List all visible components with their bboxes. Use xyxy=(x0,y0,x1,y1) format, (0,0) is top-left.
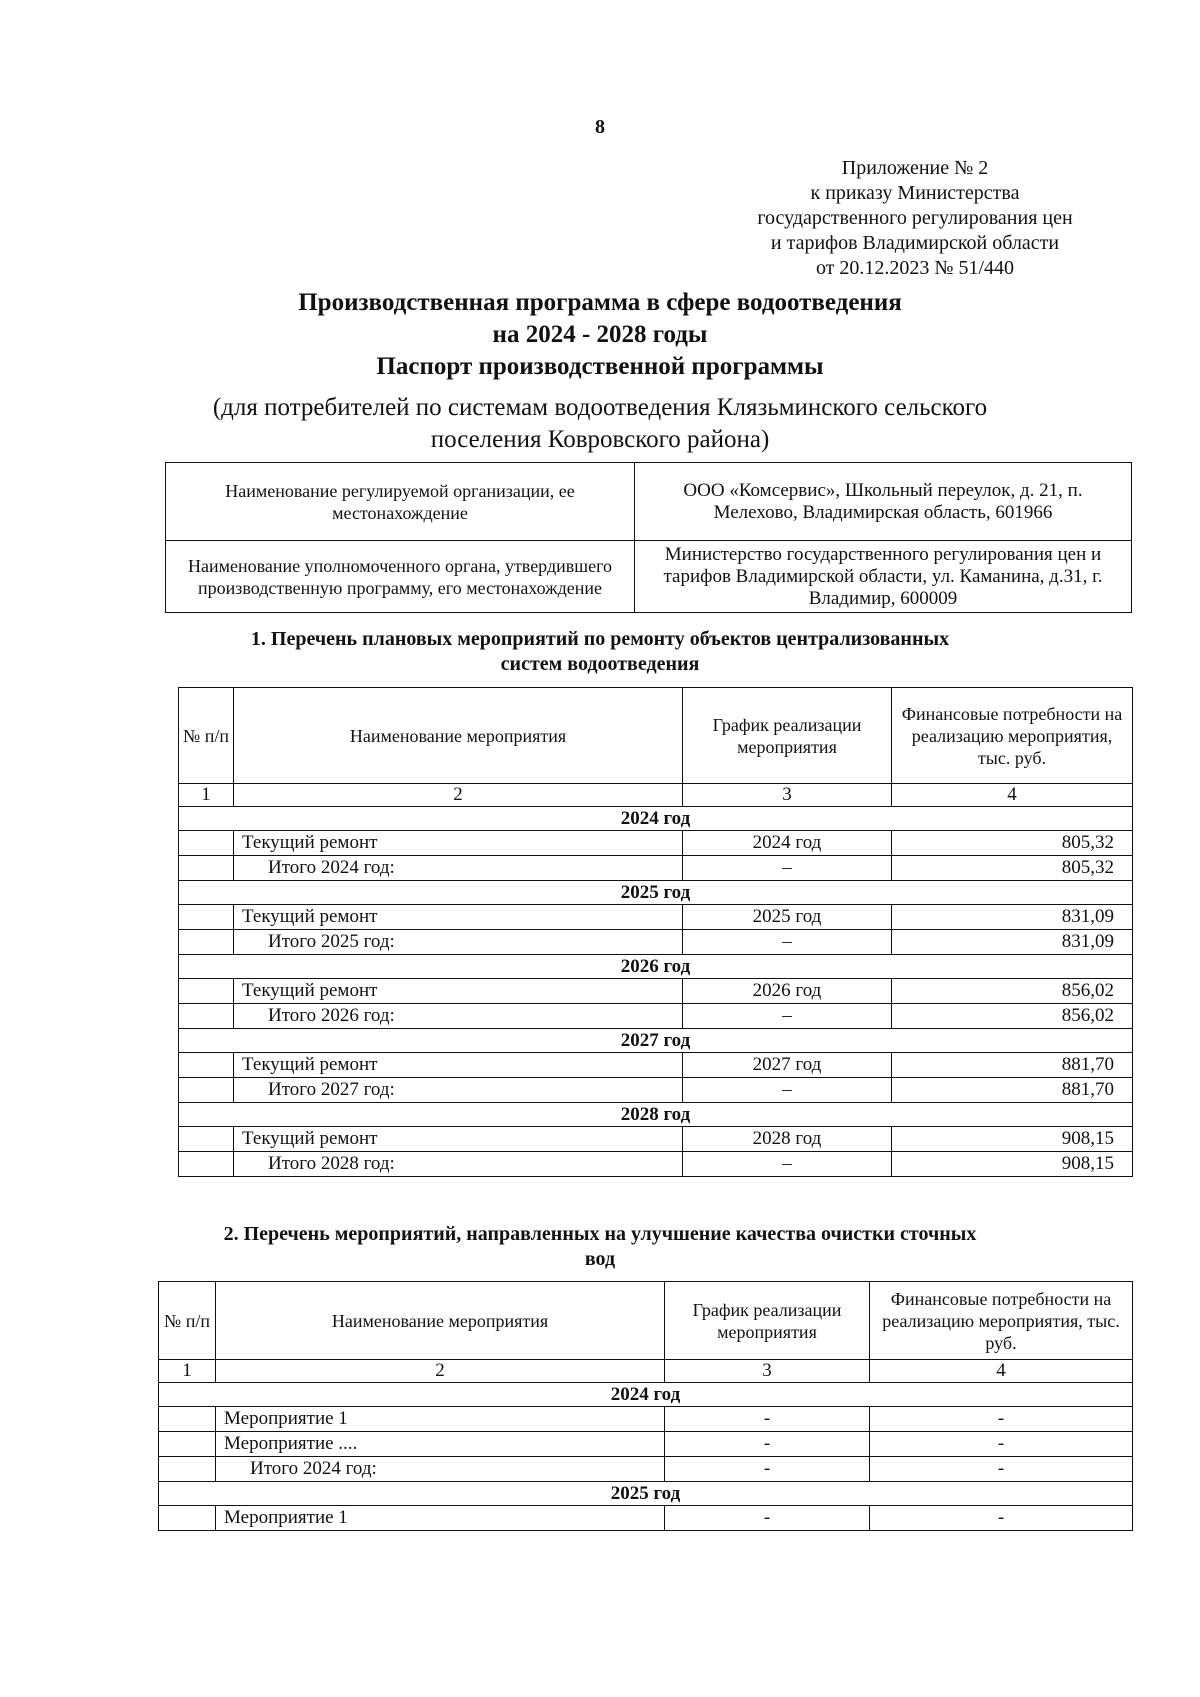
column-number: 3 xyxy=(665,1360,870,1383)
appendix-header xyxy=(700,156,1130,281)
passport-table xyxy=(165,462,1132,613)
total-row xyxy=(179,930,1133,955)
year-label: 2027 год xyxy=(179,1029,1133,1053)
amount-cell: - xyxy=(870,1432,1133,1457)
column-number: 3 xyxy=(683,784,892,807)
row-number-cell xyxy=(159,1407,216,1432)
section-title-line: систем водоотведения xyxy=(500,653,700,675)
row-number-cell xyxy=(179,905,234,930)
schedule-cell: – xyxy=(683,930,892,955)
column-header: Наименование мероприятия xyxy=(216,1282,665,1360)
section-1-title xyxy=(150,627,1050,677)
amount-cell: 831,09 xyxy=(892,905,1133,930)
row-number-cell xyxy=(179,1078,234,1103)
activity-name: Текущий ремонт xyxy=(234,1053,683,1078)
table-header-row xyxy=(179,688,1133,784)
section-2-title xyxy=(150,1222,1050,1272)
year-label: 2028 год xyxy=(179,1103,1133,1127)
year-label: 2024 год xyxy=(159,1383,1133,1407)
passport-label: Наименование уполномоченного органа, утвердившего производственную программу, его местонахождение xyxy=(166,541,635,613)
column-number: 2 xyxy=(216,1360,665,1383)
table-row xyxy=(159,1407,1133,1432)
row-number-cell xyxy=(179,1004,234,1029)
section-title-line: 1. Перечень плановых мероприятий по ремонту объектов централизованных xyxy=(250,628,950,650)
table-row xyxy=(159,1432,1133,1457)
schedule-cell: - xyxy=(665,1407,870,1432)
row-number-cell xyxy=(159,1432,216,1457)
appendix-line: к приказу Министерства xyxy=(810,182,1020,204)
row-number-cell xyxy=(179,856,234,881)
year-row xyxy=(179,881,1133,905)
column-header: Финансовые потребности на реализацию мероприятия, тыс. руб. xyxy=(870,1282,1133,1360)
year-label: 2025 год xyxy=(159,1482,1133,1506)
total-row xyxy=(179,1152,1133,1177)
year-label: 2026 год xyxy=(179,955,1133,979)
activity-name: Мероприятие 1 xyxy=(216,1506,665,1531)
column-header: График реализации мероприятия xyxy=(665,1282,870,1360)
schedule-cell: - xyxy=(665,1457,870,1482)
document-subtitle xyxy=(150,392,1050,456)
table-row xyxy=(166,463,1132,541)
table-row xyxy=(179,979,1133,1004)
column-number: 2 xyxy=(234,784,683,807)
amount-cell: 881,70 xyxy=(892,1053,1133,1078)
total-row xyxy=(179,856,1133,881)
total-label: Итого 2028 год: xyxy=(234,1152,683,1177)
activity-name: Текущий ремонт xyxy=(234,905,683,930)
section-title-line: вод xyxy=(584,1248,616,1270)
table-row xyxy=(166,541,1132,613)
year-label: 2024 год xyxy=(179,807,1133,831)
column-number: 4 xyxy=(892,784,1133,807)
column-header: Финансовые потребности на реализацию мероприятия, тыс. руб. xyxy=(892,688,1133,784)
total-label: Итого 2024 год: xyxy=(234,856,683,881)
title-line: Паспорт производственной программы xyxy=(376,353,824,380)
amount-cell: 831,09 xyxy=(892,930,1133,955)
schedule-cell: 2026 год xyxy=(683,979,892,1004)
total-label: Итого 2026 год: xyxy=(234,1004,683,1029)
schedule-cell: – xyxy=(683,1004,892,1029)
total-label: Итого 2024 год: xyxy=(216,1457,665,1482)
column-number: 1 xyxy=(179,784,234,807)
column-number: 4 xyxy=(870,1360,1133,1383)
amount-cell: 856,02 xyxy=(892,1004,1133,1029)
schedule-cell: - xyxy=(665,1506,870,1531)
year-label: 2025 год xyxy=(179,881,1133,905)
amount-cell: 805,32 xyxy=(892,856,1133,881)
activity-name: Текущий ремонт xyxy=(234,979,683,1004)
row-number-cell xyxy=(179,930,234,955)
schedule-cell: 2028 год xyxy=(683,1127,892,1152)
total-row xyxy=(159,1457,1133,1482)
treatment-measures-table xyxy=(158,1281,1133,1531)
year-row xyxy=(179,1103,1133,1127)
column-number-row xyxy=(179,784,1133,807)
column-header: № п/п xyxy=(159,1282,216,1360)
appendix-line: и тарифов Владимирской области xyxy=(770,232,1060,254)
total-row xyxy=(179,1078,1133,1103)
passport-value: Министерство государственного регулирования цен и тарифов Владимирской области, ул. Каманина, д.31, г. Владимир, 600009 xyxy=(635,541,1132,613)
amount-cell: 856,02 xyxy=(892,979,1133,1004)
appendix-line: государственного регулирования цен xyxy=(757,207,1073,229)
amount-cell: - xyxy=(870,1457,1133,1482)
year-row xyxy=(159,1383,1133,1407)
row-number-cell xyxy=(179,1152,234,1177)
total-label: Итого 2025 год: xyxy=(234,930,683,955)
table-row xyxy=(179,831,1133,856)
passport-label: Наименование регулируемой организации, ее местонахождение xyxy=(166,463,635,541)
amount-cell: - xyxy=(870,1407,1133,1432)
row-number-cell xyxy=(179,1127,234,1152)
repair-plan-table xyxy=(178,687,1133,1177)
column-header: Наименование мероприятия xyxy=(234,688,683,784)
amount-cell: 881,70 xyxy=(892,1078,1133,1103)
title-line: на 2024 - 2028 годы xyxy=(492,321,708,348)
document-title xyxy=(0,287,1200,383)
row-number-cell xyxy=(179,1053,234,1078)
total-label: Итого 2027 год: xyxy=(234,1078,683,1103)
amount-cell: - xyxy=(870,1506,1133,1531)
schedule-cell: - xyxy=(665,1432,870,1457)
amount-cell: 805,32 xyxy=(892,831,1133,856)
table-row xyxy=(179,1127,1133,1152)
activity-name: Текущий ремонт xyxy=(234,1127,683,1152)
activity-name: Текущий ремонт xyxy=(234,831,683,856)
table-row xyxy=(179,1053,1133,1078)
amount-cell: 908,15 xyxy=(892,1127,1133,1152)
row-number-cell xyxy=(179,979,234,1004)
column-number: 1 xyxy=(159,1360,216,1383)
activity-name: Мероприятие .... xyxy=(216,1432,665,1457)
section-title-line: 2. Перечень мероприятий, направленных на улучшение качества очистки сточных xyxy=(223,1223,977,1245)
schedule-cell: – xyxy=(683,1152,892,1177)
year-row xyxy=(179,807,1133,831)
row-number-cell xyxy=(179,831,234,856)
subtitle-line: (для потребителей по системам водоотведения Клязьминского сельского xyxy=(212,394,988,421)
appendix-line: от 20.12.2023 № 51/440 xyxy=(815,257,1015,279)
schedule-cell: – xyxy=(683,856,892,881)
title-line: Производственная программа в сфере водоотведения xyxy=(298,289,902,316)
column-header: № п/п xyxy=(179,688,234,784)
table-header-row xyxy=(159,1282,1133,1360)
appendix-line: Приложение № 2 xyxy=(841,157,989,179)
activity-name: Мероприятие 1 xyxy=(216,1407,665,1432)
schedule-cell: 2027 год xyxy=(683,1053,892,1078)
row-number-cell xyxy=(159,1457,216,1482)
table-row xyxy=(179,905,1133,930)
year-row xyxy=(179,1029,1133,1053)
passport-value: ООО «Комсервис», Школьный переулок, д. 21, п. Мелехово, Владимирская область, 601966 xyxy=(635,463,1132,541)
schedule-cell: 2024 год xyxy=(683,831,892,856)
year-row xyxy=(159,1482,1133,1506)
schedule-cell: 2025 год xyxy=(683,905,892,930)
row-number-cell xyxy=(159,1506,216,1531)
column-header: График реализации мероприятия xyxy=(683,688,892,784)
amount-cell: 908,15 xyxy=(892,1152,1133,1177)
column-number-row xyxy=(159,1360,1133,1383)
schedule-cell: – xyxy=(683,1078,892,1103)
table-row xyxy=(159,1506,1133,1531)
total-row xyxy=(179,1004,1133,1029)
subtitle-line: поселения Ковровского района) xyxy=(430,426,770,453)
year-row xyxy=(179,955,1133,979)
page-number: 8 xyxy=(595,116,605,138)
